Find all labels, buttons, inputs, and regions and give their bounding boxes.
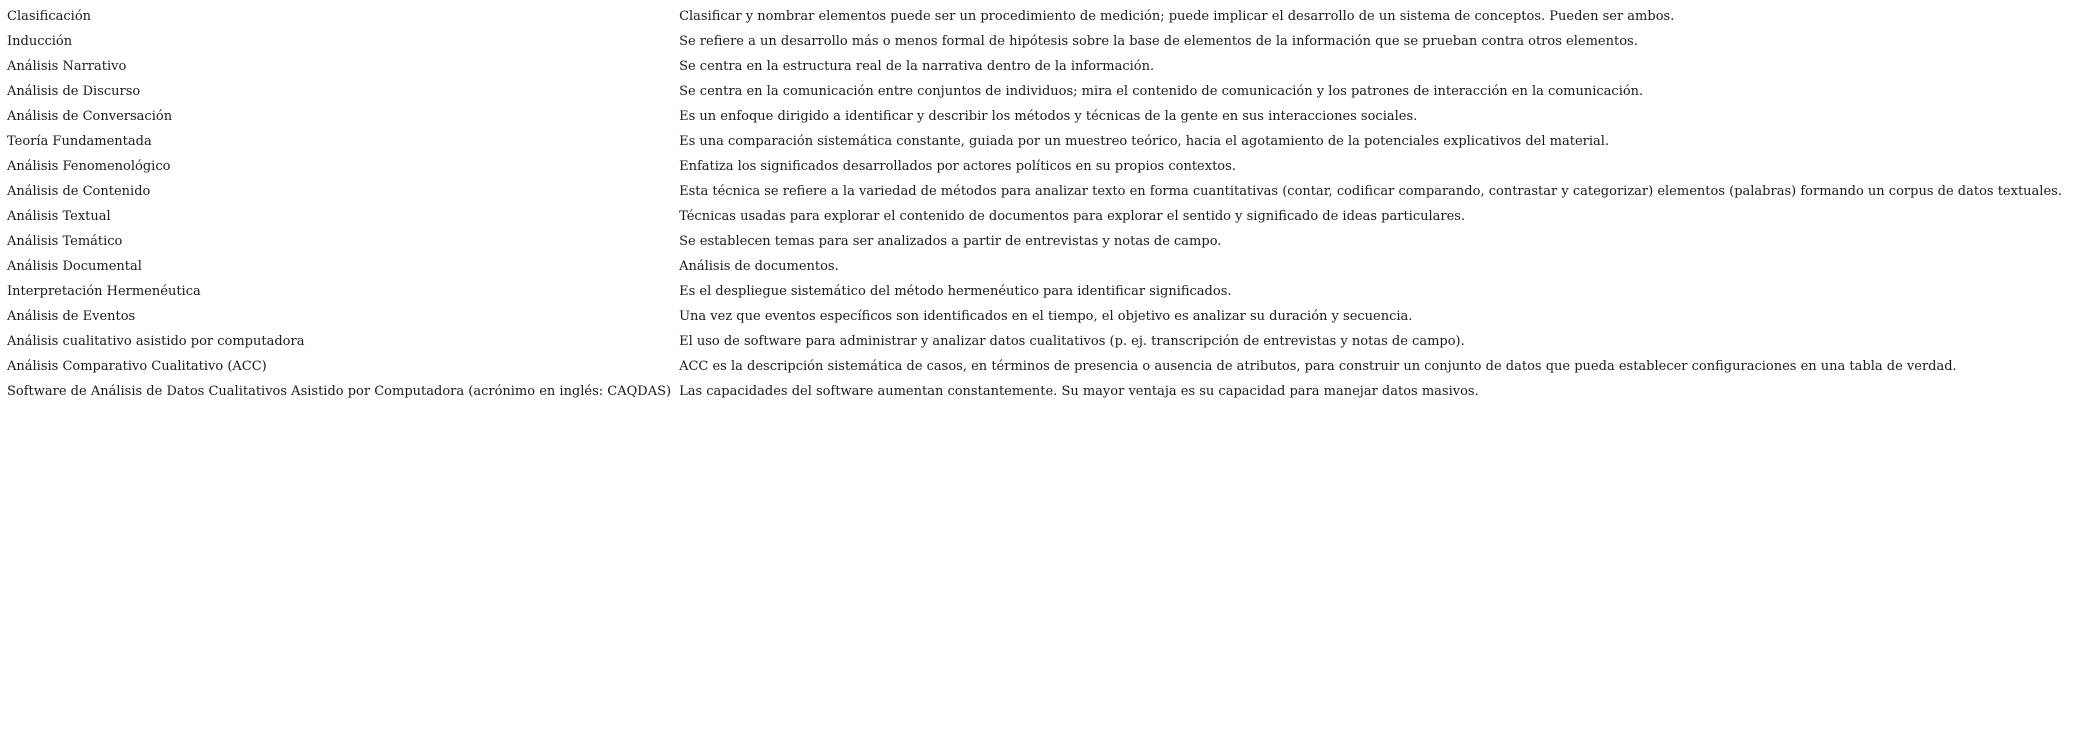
table-row [7,254,2062,279]
term-cell: Análisis de Conversación [7,109,173,124]
methods-table [7,4,2062,404]
definition-cell: Es un enfoque dirigido a identificar y describir los métodos y técnicas de la gente en sus interacciones sociales. [679,109,1418,124]
table-row [7,54,2062,79]
definition-cell: Se establecen temas para ser analizados a partir de entrevistas y notas de campo. [679,234,1222,249]
definition-cell: Esta técnica se refiere a la variedad de métodos para analizar texto en forma cuantitativas (contar, codificar comparando, contrastar y categorizar) elementos (palabras) formando un corpus de datos textuales. [679,184,2062,199]
definition-cell: ACC es la descripción sistemática de casos, en términos de presencia o ausencia de atributos, para construir un conjunto de datos que pueda establecer configuraciones en una tabla de verdad. [679,359,1957,374]
table-row [7,354,2062,379]
term-cell: Análisis Documental [7,259,142,274]
table-row [7,329,2062,354]
definition-cell: Análisis de documentos. [679,259,839,274]
term-cell: Inducción [7,34,73,49]
table-row [7,129,2062,154]
table-row [7,179,2062,204]
definition-cell: El uso de software para administrar y analizar datos cualitativos (p. ej. transcripción de entrevistas y notas de campo). [679,334,1465,349]
table-row [7,154,2062,179]
term-cell: Análisis Temático [7,234,123,249]
table-row [7,304,2062,329]
term-cell: Teoría Fundamentada [7,134,152,149]
table-row [7,104,2062,129]
term-cell: Análisis Textual [7,209,111,224]
table-row [7,279,2062,304]
term-cell: Análisis Narrativo [7,59,127,74]
definition-cell: Enfatiza los significados desarrollados por actores políticos en su propios contextos. [679,159,1236,174]
definition-cell: Se centra en la comunicación entre conjuntos de individuos; mira el contenido de comunicación y los patrones de interacción en la comunicación. [679,84,1644,99]
table-row [7,379,2062,404]
definition-cell: Técnicas usadas para explorar el contenido de documentos para explorar el sentido y significado de ideas particulares. [679,209,1466,224]
term-cell: Análisis Comparativo Cualitativo (ACC) [7,359,267,374]
definition-cell: Se centra en la estructura real de la narrativa dentro de la información. [679,59,1155,74]
definition-cell: Una vez que eventos específicos son identificados en el tiempo, el objetivo es analizar su duración y secuencia. [679,309,1413,324]
definition-cell: Clasificar y nombrar elementos puede ser un procedimiento de medición; puede implicar el desarrollo de un sistema de conceptos. Pueden ser ambos. [679,9,1675,24]
definition-cell: Se refiere a un desarrollo más o menos formal de hipótesis sobre la base de elementos de la información que se prueban contra otros elementos. [679,34,1638,49]
definition-cell: Es el despliegue sistemático del método hermenéutico para identificar significados. [679,284,1232,299]
definition-cell: Es una comparación sistemática constante, guiada por un muestreo teórico, hacia el agotamiento de la potenciales explicativos del material. [679,134,1610,149]
term-cell: Clasificación [7,9,92,24]
definition-cell: Las capacidades del software aumentan constantemente. Su mayor ventaja es su capacidad para manejar datos masivos. [679,384,1479,399]
term-cell: Análisis de Contenido [7,184,151,199]
term-cell: Análisis Fenomenológico [7,159,171,174]
table-row [7,79,2062,104]
term-cell: Análisis de Discurso [7,84,141,99]
table-row [7,4,2062,29]
term-cell: Interpretación Hermenéutica [7,284,201,299]
table-row [7,29,2062,54]
term-cell: Software de Análisis de Datos Cualitativos Asistido por Computadora (acrónimo en inglés: CAQDAS) [7,384,672,399]
table-row [7,204,2062,229]
table-row [7,229,2062,254]
term-cell: Análisis cualitativo asistido por computadora [7,334,305,349]
term-cell: Análisis de Eventos [7,309,136,324]
